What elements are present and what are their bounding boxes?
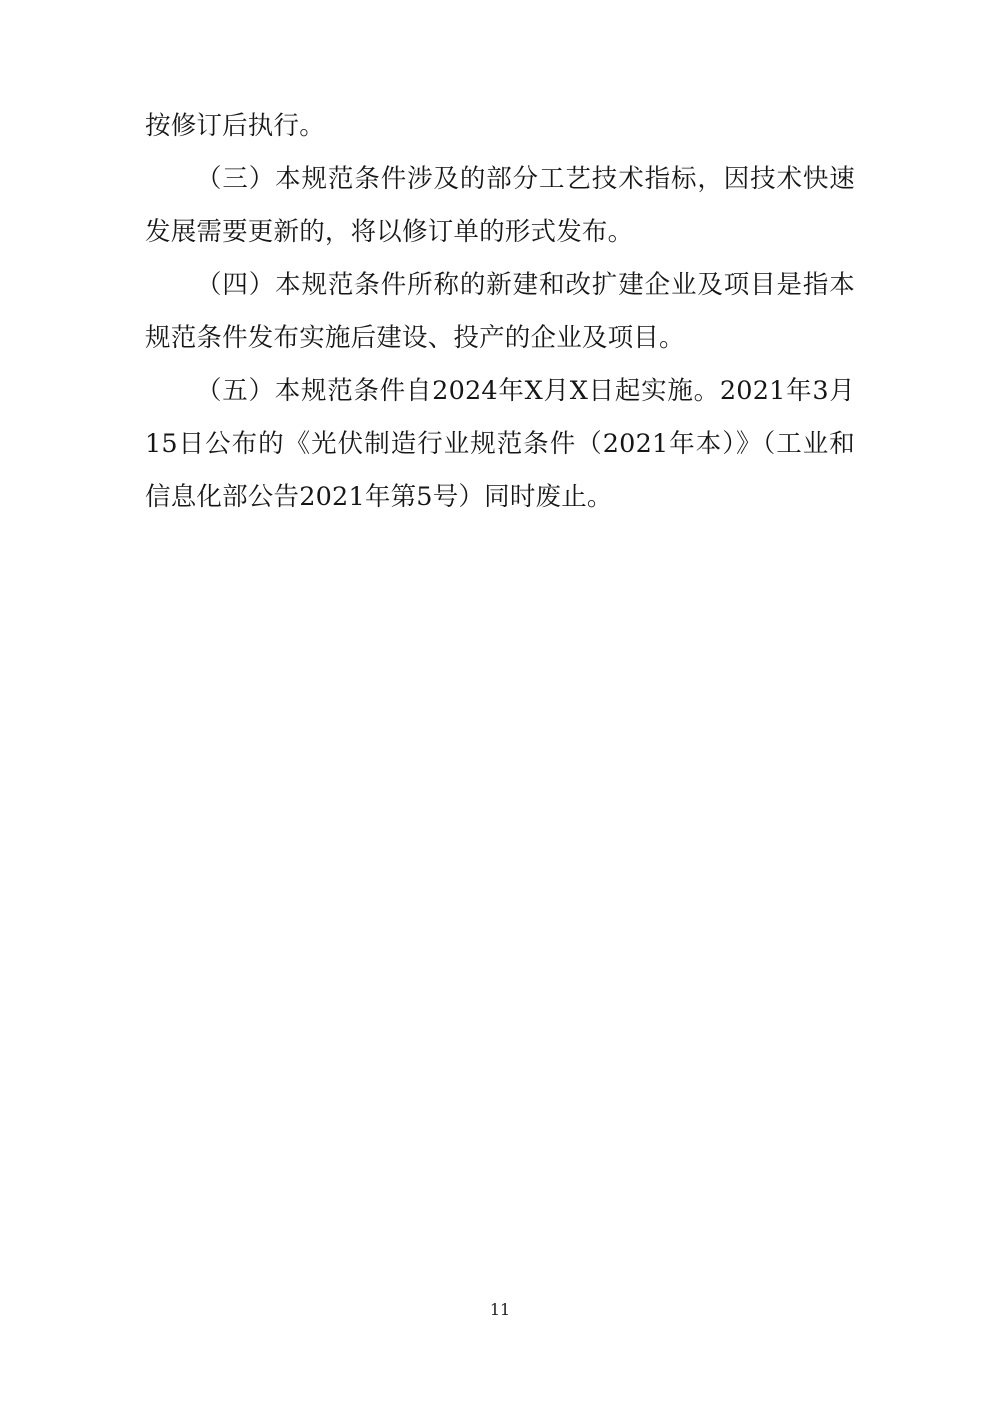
paragraph-continuation: 按修订后执行。 <box>145 111 325 141</box>
page-number: 11 <box>489 1300 511 1319</box>
paragraph-item-four: （四）本规范条件所称的新建和改扩建企业及项目是指本规范条件发布实施后建设、投产的企业及项目。 <box>145 270 855 353</box>
paragraph-item-five: （五）本规范条件自2024年X月X日起实施。2021年3月15日公布的《光伏制造行业规范条件（2021年本）》（工业和信息化部公告2021年第5号）同时废止。 <box>145 376 855 512</box>
paragraph-item-three: （三）本规范条件涉及的部分工艺技术指标，因技术快速发展需要更新的，将以修订单的形式发布。 <box>145 164 855 247</box>
document-body <box>145 100 855 524</box>
